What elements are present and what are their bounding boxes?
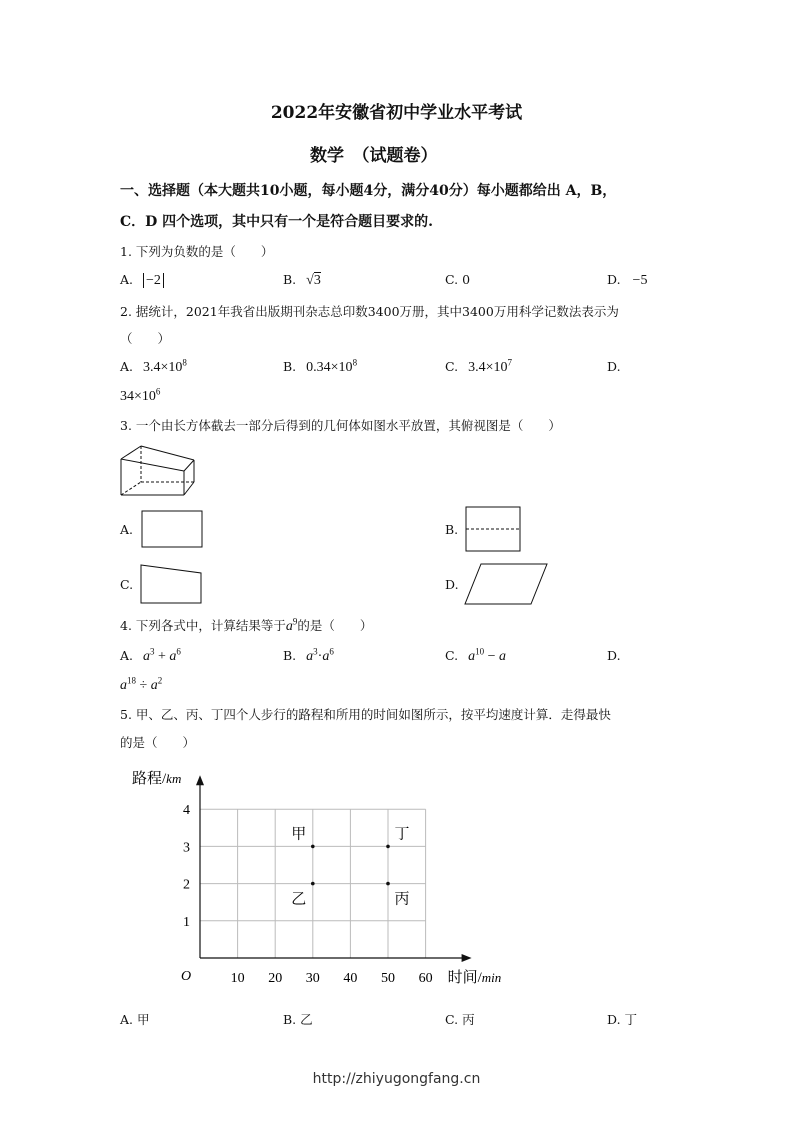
q3-option-c-label: C. — [120, 577, 134, 592]
y-tick-label: 1 — [183, 914, 190, 930]
q3-option-b-figure — [464, 505, 522, 553]
data-point-label: 甲 — [291, 826, 307, 843]
q5-option-b: B. 乙 — [283, 1012, 313, 1027]
y-axis-arrow — [196, 775, 204, 785]
page-subtitle: 数学 （试题卷） — [310, 146, 438, 166]
origin-label: O — [180, 969, 192, 984]
q3-option-a-label: A. — [120, 522, 134, 537]
y-tick-label: 4 — [183, 803, 190, 819]
question-4-stem: 4. 下列各式中，计算结果等于$a^9$的是（ ） — [120, 616, 373, 634]
q2-option-d-label: D. — [607, 359, 621, 374]
q5-option-a: A. 甲 — [120, 1012, 150, 1027]
q1-option-b: B. √3 — [283, 272, 321, 288]
y-axis-label: 路程/km — [132, 771, 182, 788]
q2-option-a: A. $3.4\times 10^8$ — [120, 357, 187, 375]
q3-option-c-figure — [139, 563, 205, 605]
distance-time-chart — [120, 760, 502, 995]
q2-option-d-value: $34\times 10^6$ — [120, 386, 161, 404]
x-tick-label: 30 — [305, 971, 320, 986]
data-point — [386, 882, 390, 886]
question-3-stem: 3. 一个由长方体截去一部分后得到的几何体如图水平放置，其俯视图是（ ） — [120, 418, 561, 433]
q4-option-b: B. $a^3\cdot a^6$ — [283, 646, 334, 664]
q5-option-d: D. 丁 — [607, 1012, 638, 1027]
x-tick-label: 60 — [418, 971, 433, 986]
question-5-stem: 5. 甲、乙、丙、丁四个人步行的路程和所用的时间如图所示，按平均速度计算．走得最快 — [120, 707, 611, 722]
q2-option-b: B. $0.34\times 10^8$ — [283, 357, 358, 375]
question-5-stem-cont: 的是（ ） — [120, 735, 196, 750]
q3-solid-figure — [118, 442, 198, 498]
q1-option-a-value: −2 — [143, 273, 164, 288]
data-point — [311, 845, 315, 849]
x-axis-label: 时间/min — [447, 970, 502, 986]
q1-option-c: C. 0 — [445, 272, 471, 287]
section-heading-line2: C．D 四个选项，其中只有一个是符合题目要求的. — [120, 214, 434, 230]
x-tick-label: 10 — [230, 971, 245, 986]
q3-option-b-label: B. — [445, 522, 459, 537]
y-tick-label: 3 — [183, 840, 190, 856]
q3-option-a-figure — [140, 509, 204, 549]
section-heading-line1: 一、选择题（本大题共10小题，每小题4分，满分40分）每小题都给出 A，B， — [120, 183, 617, 199]
x-tick-label: 50 — [381, 971, 395, 986]
q2-option-c: C. $3.4\times 10^7$ — [445, 357, 512, 375]
question-2-stem: 2. 据统计，2021年我省出版期刊杂志总印数3400万册，其中3400万用科学记数法表示为 — [120, 304, 619, 319]
data-point — [386, 845, 390, 849]
question-2-stem-cont: （ ） — [120, 331, 171, 346]
data-point-label: 乙 — [291, 891, 307, 908]
q1-option-a: A. −2 — [120, 272, 164, 289]
data-point-label: 丙 — [394, 891, 410, 908]
q5-option-c: C. 丙 — [445, 1012, 475, 1027]
x-tick-label: 20 — [268, 971, 283, 986]
q4-option-a: A. $a^3 + a^6$ — [120, 646, 181, 664]
q1-option-d: D. −5 — [607, 272, 648, 288]
data-point — [311, 882, 315, 886]
q3-option-d-figure — [463, 561, 551, 607]
q4-option-c: C. $a^{10} - a$ — [445, 646, 506, 664]
q1-option-b-value: √3 — [306, 273, 321, 288]
page-title: 2022年安徽省初中学业水平考试 — [270, 103, 523, 123]
question-1-stem: 1. 下列为负数的是（ ） — [120, 244, 274, 259]
y-tick-label: 2 — [183, 877, 190, 893]
q3-option-d-label: D. — [445, 577, 459, 592]
q4-option-d-value: $a^{18} \div a^2$ — [120, 675, 163, 693]
data-point-label: 丁 — [394, 826, 410, 843]
x-axis-arrow — [462, 954, 472, 962]
x-tick-label: 40 — [343, 971, 358, 986]
footer-url[interactable]: http://zhiyugongfang.cn — [312, 1071, 481, 1087]
q4-option-d-label: D. — [607, 648, 621, 663]
